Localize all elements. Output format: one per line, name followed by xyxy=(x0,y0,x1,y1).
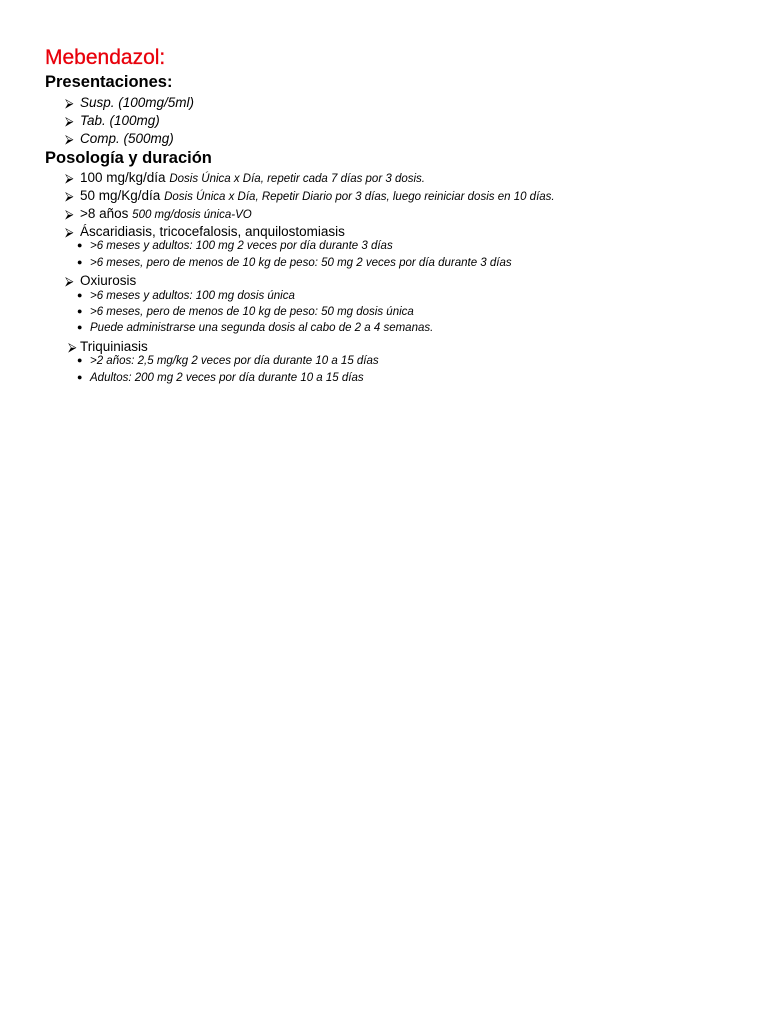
triquiniasis-label: Triquiniasis xyxy=(80,339,148,354)
arrow-bullet-icon: ⮚ xyxy=(65,189,74,203)
round-bullet-icon: ● xyxy=(77,257,83,267)
dose-item xyxy=(65,170,425,186)
arrow-bullet-icon: ⮚ xyxy=(65,274,74,288)
ascaridiasis-item xyxy=(65,224,345,240)
bullet-text: >6 meses y adultos: 100 mg dosis única xyxy=(90,290,295,302)
triquiniasis-item xyxy=(68,339,148,355)
dose-detail: Dosis Única x Día, repetir cada 7 días por 3 dosis. xyxy=(169,173,425,185)
arrow-bullet-icon: ⮚ xyxy=(65,225,74,239)
list-item xyxy=(77,291,295,303)
presentacion-item xyxy=(65,113,160,129)
bullet-text: >2 años: 2,5 mg/kg 2 veces por día durante 10 a 15 días xyxy=(90,355,379,367)
presentacion-item xyxy=(65,95,194,111)
arrow-bullet-icon: ⮚ xyxy=(65,96,74,110)
presentacion-text: Comp. (500mg) xyxy=(80,131,174,146)
list-item xyxy=(77,323,433,335)
list-item xyxy=(77,356,379,368)
list-item xyxy=(77,307,414,319)
dose-item xyxy=(65,206,252,222)
dose-main: >8 años xyxy=(80,206,133,221)
bullet-text: >6 meses y adultos: 100 mg 2 veces por día durante 3 días xyxy=(90,240,393,252)
round-bullet-icon: ● xyxy=(77,322,83,332)
presentacion-text: Susp. (100mg/5ml) xyxy=(80,95,195,110)
oxiurosis-label: Oxiurosis xyxy=(80,273,137,288)
dose-main: 100 mg/kg/día xyxy=(80,170,170,185)
round-bullet-icon: ● xyxy=(77,306,83,316)
list-item xyxy=(77,241,393,253)
round-bullet-icon: ● xyxy=(77,372,83,382)
oxiurosis-item xyxy=(65,273,136,289)
round-bullet-icon: ● xyxy=(77,290,83,300)
ascaridiasis-label: Áscaridiasis, tricocefalosis, anquilostomiasis xyxy=(80,224,345,239)
list-item xyxy=(77,258,512,270)
bullet-text: >6 meses, pero de menos de 10 kg de peso: 50 mg dosis única xyxy=(90,306,414,318)
posologia-heading: Posología y duración xyxy=(45,149,212,167)
bullet-text: Puede administrarse una segunda dosis al cabo de 2 a 4 semanas. xyxy=(90,322,434,334)
bullet-text: >6 meses, pero de menos de 10 kg de peso: 50 mg 2 veces por día durante 3 días xyxy=(90,257,512,269)
presentaciones-heading: Presentaciones: xyxy=(45,73,173,91)
dose-main: 50 mg/Kg/día xyxy=(80,188,165,203)
arrow-bullet-icon: ⮚ xyxy=(65,171,74,185)
presentacion-text: Tab. (100mg) xyxy=(80,113,160,128)
arrow-bullet-icon: ⮚ xyxy=(65,207,74,221)
dose-detail: Dosis Única x Día, Repetir Diario por 3 días, luego reiniciar dosis en 10 días. xyxy=(164,191,555,203)
bullet-text: Adultos: 200 mg 2 veces por día durante 10 a 15 días xyxy=(90,372,364,384)
round-bullet-icon: ● xyxy=(77,355,83,365)
dose-detail: 500 mg/dosis única-VO xyxy=(132,209,252,221)
round-bullet-icon: ● xyxy=(77,240,83,250)
arrow-bullet-icon: ⮚ xyxy=(68,340,77,354)
arrow-bullet-icon: ⮚ xyxy=(65,114,74,128)
dose-item xyxy=(65,188,555,204)
arrow-bullet-icon: ⮚ xyxy=(65,132,74,146)
list-item xyxy=(77,373,364,385)
presentacion-item xyxy=(65,131,174,147)
drug-title: Mebendazol: xyxy=(45,46,166,69)
